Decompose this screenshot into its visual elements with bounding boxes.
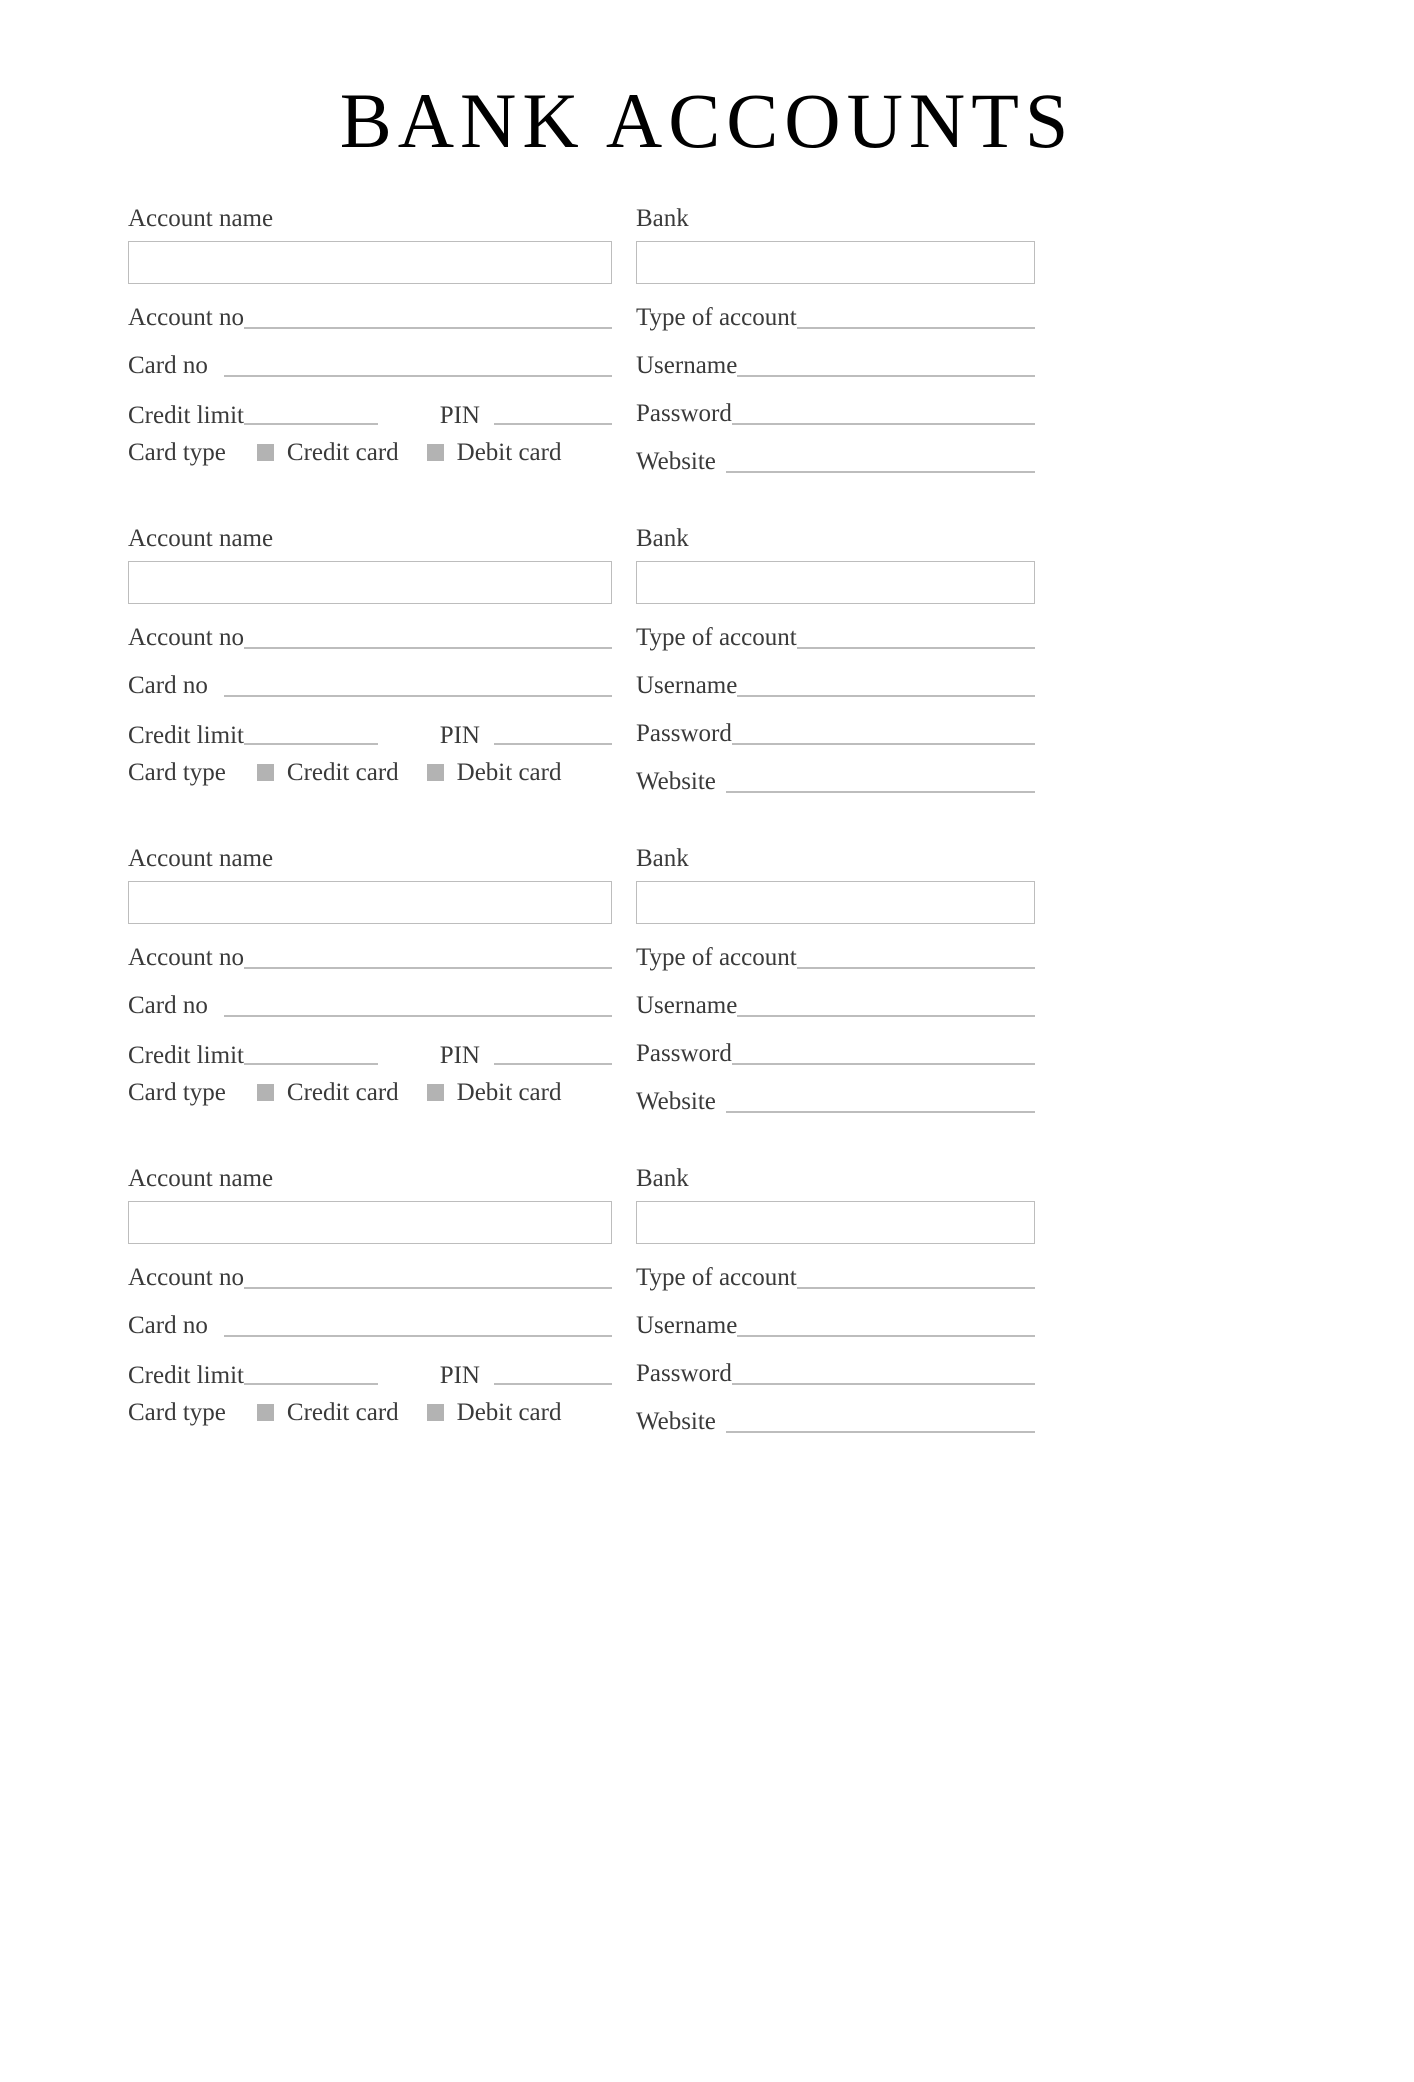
debit-card-label: Debit card — [456, 438, 562, 466]
type-of-account-input[interactable] — [797, 327, 1035, 329]
bank-input[interactable] — [636, 561, 1035, 604]
account-block-left-column — [128, 526, 612, 796]
website-field — [636, 1388, 1035, 1436]
account-block — [128, 206, 1035, 476]
account-block-left-column — [128, 1166, 612, 1436]
card-no-input[interactable] — [224, 1015, 612, 1017]
username-field — [636, 972, 1035, 1020]
pin-label: PIN — [439, 1362, 480, 1389]
card-no-field — [128, 652, 612, 700]
username-input[interactable] — [737, 1335, 1035, 1337]
account-name-field — [128, 206, 612, 284]
password-input[interactable] — [732, 743, 1035, 745]
website-input[interactable] — [726, 1111, 1035, 1113]
bank-field — [636, 846, 1035, 924]
website-label: Website — [636, 1088, 716, 1115]
form-area — [0, 206, 1414, 1436]
credit-limit-pin-row — [128, 700, 612, 748]
account-name-input[interactable] — [128, 1201, 612, 1244]
account-no-label: Account no — [128, 624, 244, 651]
bank-input[interactable] — [636, 241, 1035, 284]
credit-card-checkbox-icon[interactable] — [257, 444, 274, 461]
type-of-account-field — [636, 1244, 1035, 1292]
password-field — [636, 1020, 1035, 1068]
page-title: BANK ACCOUNTS — [339, 77, 1075, 164]
account-name-input[interactable] — [128, 241, 612, 284]
debit-card-option[interactable] — [427, 1080, 562, 1105]
type-of-account-input[interactable] — [797, 1287, 1035, 1289]
pin-label: PIN — [439, 1042, 480, 1069]
credit-card-checkbox-icon[interactable] — [257, 1084, 274, 1101]
username-field — [636, 1292, 1035, 1340]
card-type-label: Card type — [128, 1078, 226, 1106]
password-label: Password — [636, 1360, 732, 1387]
credit-card-option[interactable] — [257, 1080, 399, 1105]
credit-card-label: Credit card — [286, 1398, 399, 1426]
credit-limit-input[interactable] — [244, 423, 378, 425]
account-name-field — [128, 1166, 612, 1244]
credit-limit-field — [128, 1043, 409, 1068]
bank-label: Bank — [636, 1165, 689, 1192]
credit-card-option[interactable] — [257, 440, 399, 465]
username-input[interactable] — [737, 695, 1035, 697]
website-input[interactable] — [726, 471, 1035, 473]
pin-field — [409, 403, 612, 428]
credit-limit-label: Credit limit — [128, 722, 244, 749]
credit-limit-field — [128, 723, 409, 748]
credit-card-checkbox-icon[interactable] — [257, 764, 274, 781]
bank-input[interactable] — [636, 1201, 1035, 1244]
account-block-right-column — [636, 846, 1035, 1116]
account-name-label: Account name — [128, 1165, 274, 1192]
username-label: Username — [636, 992, 738, 1019]
password-input[interactable] — [732, 1383, 1035, 1385]
credit-limit-label: Credit limit — [128, 402, 244, 429]
account-no-field — [128, 284, 612, 332]
account-block-left-column — [128, 846, 612, 1116]
account-block-left-column — [128, 206, 612, 476]
pin-field — [409, 723, 612, 748]
type-of-account-field — [636, 604, 1035, 652]
card-no-label: Card no — [128, 352, 208, 379]
password-field — [636, 380, 1035, 428]
credit-card-option[interactable] — [257, 760, 399, 785]
pin-input[interactable] — [494, 423, 612, 425]
password-field — [636, 700, 1035, 748]
debit-card-checkbox-icon[interactable] — [427, 764, 444, 781]
type-of-account-label: Type of account — [636, 304, 797, 331]
bank-field — [636, 206, 1035, 284]
website-label: Website — [636, 768, 716, 795]
website-input[interactable] — [726, 1431, 1035, 1433]
card-no-label: Card no — [128, 672, 208, 699]
card-no-field — [128, 332, 612, 380]
account-no-label: Account no — [128, 1264, 244, 1291]
account-no-field — [128, 924, 612, 972]
credit-limit-pin-row — [128, 1020, 612, 1068]
account-name-input[interactable] — [128, 881, 612, 924]
credit-card-label: Credit card — [286, 1078, 399, 1106]
bank-label: Bank — [636, 845, 689, 872]
type-of-account-field — [636, 924, 1035, 972]
account-no-label: Account no — [128, 944, 244, 971]
pin-label: PIN — [439, 402, 480, 429]
pin-field — [409, 1043, 612, 1068]
password-field — [636, 1340, 1035, 1388]
website-label: Website — [636, 1408, 716, 1435]
account-no-input[interactable] — [244, 967, 612, 969]
card-type-row — [128, 1388, 612, 1436]
bank-field — [636, 1166, 1035, 1244]
card-no-input[interactable] — [224, 695, 612, 697]
password-label: Password — [636, 1040, 732, 1067]
account-no-field — [128, 1244, 612, 1292]
card-type-row — [128, 428, 612, 476]
card-type-label: Card type — [128, 1398, 226, 1426]
debit-card-checkbox-icon[interactable] — [427, 1404, 444, 1421]
type-of-account-input[interactable] — [797, 967, 1035, 969]
card-no-input[interactable] — [224, 1335, 612, 1337]
website-field — [636, 428, 1035, 476]
account-block — [128, 846, 1035, 1116]
account-block — [128, 526, 1035, 796]
debit-card-checkbox-icon[interactable] — [427, 444, 444, 461]
debit-card-option[interactable] — [427, 440, 562, 465]
username-field — [636, 332, 1035, 380]
bank-label: Bank — [636, 525, 689, 552]
type-of-account-field — [636, 284, 1035, 332]
bank-accounts-page — [0, 77, 1414, 2082]
credit-limit-pin-row — [128, 380, 612, 428]
username-label: Username — [636, 1312, 738, 1339]
card-type-label: Card type — [128, 758, 226, 786]
credit-limit-input[interactable] — [244, 743, 378, 745]
password-input[interactable] — [732, 1063, 1035, 1065]
username-label: Username — [636, 672, 738, 699]
debit-card-label: Debit card — [456, 1078, 562, 1106]
website-label: Website — [636, 448, 716, 475]
account-no-input[interactable] — [244, 327, 612, 329]
password-label: Password — [636, 400, 732, 427]
card-type-row — [128, 1068, 612, 1116]
password-label: Password — [636, 720, 732, 747]
bank-input[interactable] — [636, 881, 1035, 924]
credit-limit-field — [128, 1363, 409, 1388]
card-no-input[interactable] — [224, 375, 612, 377]
type-of-account-label: Type of account — [636, 944, 797, 971]
credit-card-checkbox-icon[interactable] — [257, 1404, 274, 1421]
account-block-right-column — [636, 1166, 1035, 1436]
pin-label: PIN — [439, 722, 480, 749]
credit-card-label: Credit card — [286, 438, 399, 466]
debit-card-option[interactable] — [427, 1400, 562, 1425]
type-of-account-input[interactable] — [797, 647, 1035, 649]
pin-input[interactable] — [494, 1063, 612, 1065]
username-field — [636, 652, 1035, 700]
account-name-input[interactable] — [128, 561, 612, 604]
pin-input[interactable] — [494, 743, 612, 745]
credit-limit-input[interactable] — [244, 1063, 378, 1065]
username-input[interactable] — [737, 1015, 1035, 1017]
username-input[interactable] — [737, 375, 1035, 377]
website-input[interactable] — [726, 791, 1035, 793]
card-no-label: Card no — [128, 992, 208, 1019]
bank-label: Bank — [636, 205, 689, 232]
password-input[interactable] — [732, 423, 1035, 425]
type-of-account-label: Type of account — [636, 624, 797, 651]
account-block-right-column — [636, 526, 1035, 796]
credit-limit-input[interactable] — [244, 1383, 378, 1385]
account-block-right-column — [636, 206, 1035, 476]
card-type-label: Card type — [128, 438, 226, 466]
account-name-label: Account name — [128, 845, 274, 872]
website-field — [636, 1068, 1035, 1116]
account-name-label: Account name — [128, 525, 274, 552]
credit-limit-label: Credit limit — [128, 1042, 244, 1069]
debit-card-option[interactable] — [427, 760, 562, 785]
account-no-input[interactable] — [244, 1287, 612, 1289]
type-of-account-label: Type of account — [636, 1264, 797, 1291]
credit-limit-field — [128, 403, 409, 428]
debit-card-label: Debit card — [456, 758, 562, 786]
pin-input[interactable] — [494, 1383, 612, 1385]
credit-limit-label: Credit limit — [128, 1362, 244, 1389]
card-no-field — [128, 972, 612, 1020]
card-no-field — [128, 1292, 612, 1340]
debit-card-label: Debit card — [456, 1398, 562, 1426]
card-no-label: Card no — [128, 1312, 208, 1339]
account-no-input[interactable] — [244, 647, 612, 649]
account-name-label: Account name — [128, 205, 274, 232]
credit-card-label: Credit card — [286, 758, 399, 786]
credit-card-option[interactable] — [257, 1400, 399, 1425]
debit-card-checkbox-icon[interactable] — [427, 1084, 444, 1101]
bank-field — [636, 526, 1035, 604]
account-block — [128, 1166, 1035, 1436]
username-label: Username — [636, 352, 738, 379]
account-name-field — [128, 846, 612, 924]
card-type-row — [128, 748, 612, 796]
account-no-label: Account no — [128, 304, 244, 331]
account-no-field — [128, 604, 612, 652]
credit-limit-pin-row — [128, 1340, 612, 1388]
account-name-field — [128, 526, 612, 604]
pin-field — [409, 1363, 612, 1388]
website-field — [636, 748, 1035, 796]
